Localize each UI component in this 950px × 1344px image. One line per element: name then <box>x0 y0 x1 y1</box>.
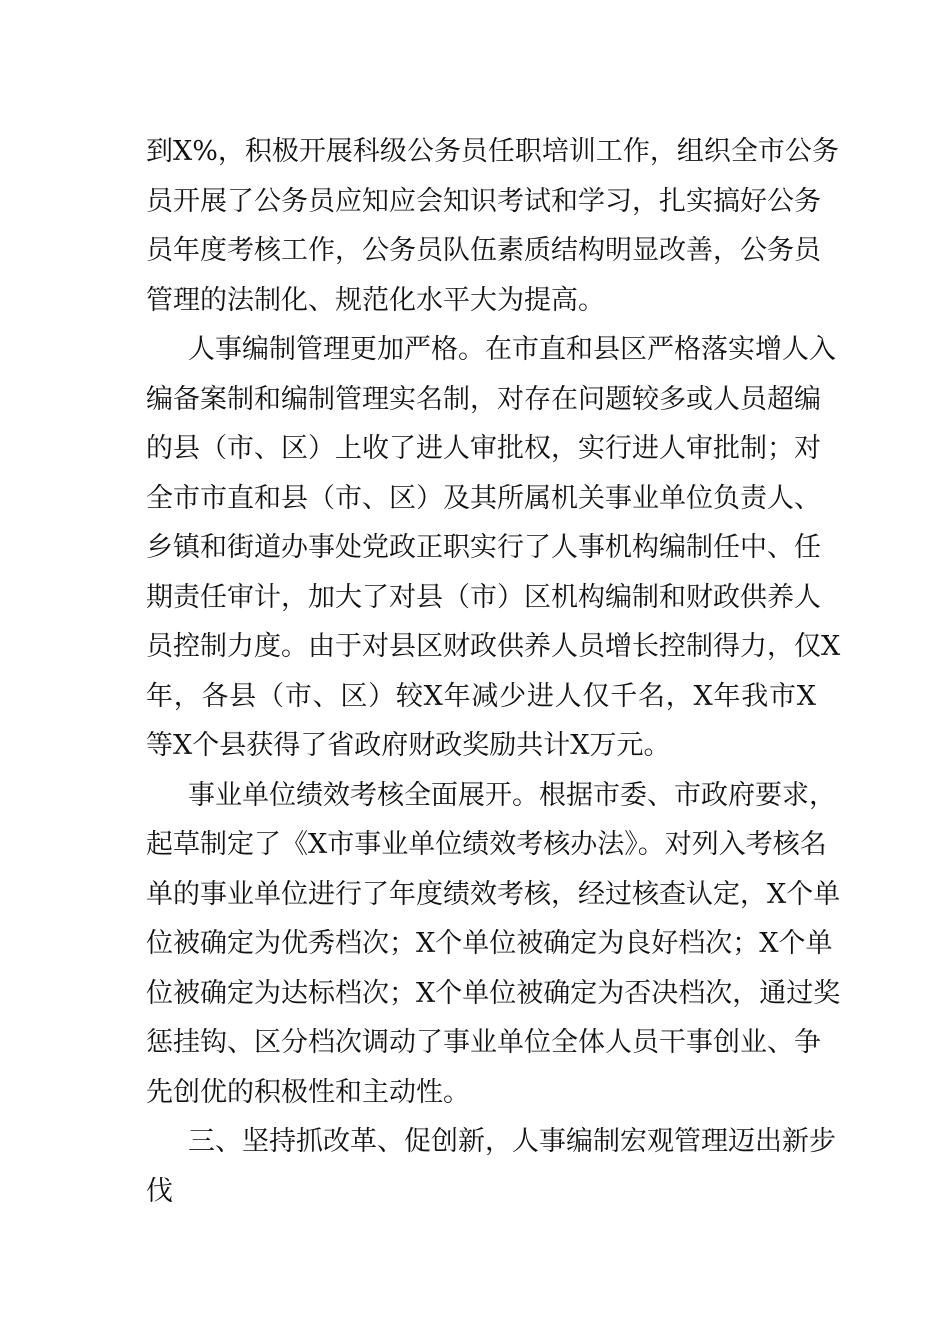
paragraph-line: 位被确定为达标档次；X个单位被确定为否决档次，通过奖 <box>146 978 841 1009</box>
paragraph-line: 先创优的积极性和主动性。 <box>146 1077 470 1108</box>
paragraph-line: 年，各县（市、区）较X年减少进人仅千名，X年我市X <box>146 681 816 712</box>
paragraph-line: 编备案制和编制管理实名制，对存在问题较多或人员超编 <box>146 384 821 415</box>
paragraph-line: 等X个县获得了省政府财政奖励共计X万元。 <box>146 730 671 761</box>
paragraph-line: 的县（市、区）上收了进人审批权，实行进人审批制；对 <box>146 433 821 464</box>
paragraph-line: 员控制力度。由于对县区财政供养人员增长控制得力，仅X <box>146 631 841 662</box>
paragraph-line: 员开展了公务员应知应会知识考试和学习，扎实搞好公务 <box>146 186 821 217</box>
paragraph-line: 单的事业单位进行了年度绩效考核，经过核查认定，X个单 <box>146 879 841 910</box>
paragraph-line: 人事编制管理更加严格。在市直和县区严格落实增人入 <box>188 334 836 365</box>
paragraph-line: 起草制定了《X市事业单位绩效考核办法》。对列入考核名 <box>146 829 827 860</box>
paragraph-line: 全市市直和县（市、区）及其所属机关事业单位负责人、 <box>146 483 821 514</box>
paragraph-line: 惩挂钩、区分档次调动了事业单位全体人员干事创业、争 <box>146 1027 821 1058</box>
paragraph-line: 到X%，积极开展科级公务员任职培训工作，组织全市公务 <box>146 136 839 167</box>
paragraph-line: 管理的法制化、规范化水平大为提高。 <box>146 285 605 316</box>
paragraph-line: 员年度考核工作，公务员队伍素质结构明显改善，公务员 <box>146 235 821 266</box>
section-heading: 伐 <box>146 1176 173 1207</box>
section-heading: 三、坚持抓改革、促创新，人事编制宏观管理迈出新步 <box>188 1126 836 1157</box>
paragraph-line: 事业单位绩效考核全面展开。根据市委、市政府要求， <box>188 780 836 811</box>
paragraph-line: 期责任审计，加大了对县（市）区机构编制和财政供养人 <box>146 582 821 613</box>
paragraph-line: 位被确定为优秀档次；X个单位被确定为良好档次；X个单 <box>146 928 833 959</box>
paragraph-line: 乡镇和街道办事处党政正职实行了人事机构编制任中、任 <box>146 532 821 563</box>
